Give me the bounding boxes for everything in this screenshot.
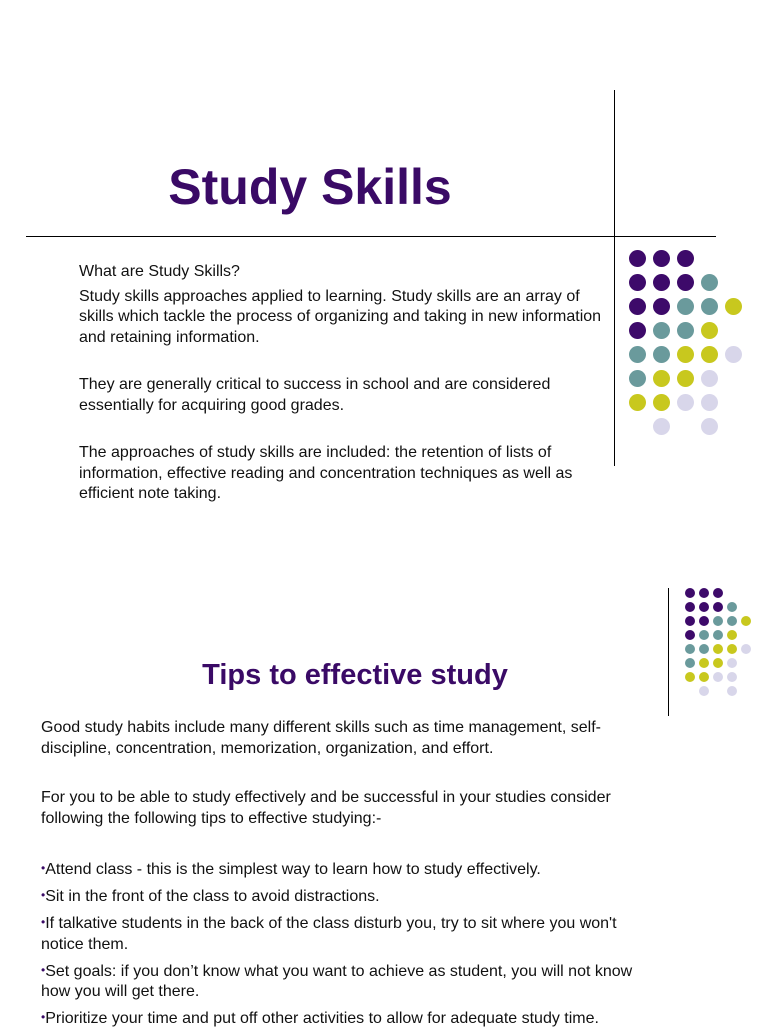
decorative-dot [727, 672, 737, 682]
title-horizontal-divider [26, 236, 716, 237]
tip-item [41, 912, 661, 955]
tip-item [41, 960, 661, 1003]
bullet-icon: • [41, 888, 46, 902]
decorative-dot [725, 298, 742, 315]
decorative-dot [653, 394, 670, 411]
decorative-dot [653, 298, 670, 315]
bullet-icon: • [41, 861, 46, 875]
slide-2-title: Tips to effective study [202, 659, 508, 691]
decorative-dot [701, 298, 718, 315]
decorative-dot [685, 588, 695, 598]
decorative-dot [713, 644, 723, 654]
decorative-dot [677, 322, 694, 339]
tip-item [41, 1007, 661, 1030]
decorative-dot [725, 346, 742, 363]
decorative-dot [699, 630, 709, 640]
decorative-dot [699, 588, 709, 598]
decorative-dot [685, 602, 695, 612]
title-vertical-divider [614, 90, 615, 466]
decorative-dot [653, 322, 670, 339]
decorative-dot [701, 346, 718, 363]
tip-text: Sit in the front of the class to avoid distractions. [45, 888, 380, 905]
tip-text: Prioritize your time and put off other activities to allow for adequate study time. [45, 1010, 599, 1027]
tip-text: Set goals: if you don’t know what you want to achieve as student, you will not know how you will get there. [41, 962, 633, 1000]
decorative-dot [685, 672, 695, 682]
decorative-dot [713, 616, 723, 626]
decorative-dot [741, 616, 751, 626]
decorative-dot [701, 418, 718, 435]
slide-2-paragraph: For you to be able to study effectively and be successful in your studies consider following the following tips to effective studying:- [41, 789, 611, 827]
decorative-dot [727, 658, 737, 668]
slide-body [79, 262, 609, 505]
decorative-dot [677, 346, 694, 363]
decorative-dot [677, 394, 694, 411]
slide-2-paragraph: Good study habits include many different skills such as time management, self-discipline, concentration, memorization, organization, and effort. [41, 719, 601, 757]
slide-question: What are Study Skills? [79, 263, 240, 280]
tip-item [41, 858, 661, 881]
decorative-dot [701, 322, 718, 339]
decorative-dot [699, 616, 709, 626]
decorative-dot [713, 672, 723, 682]
decorative-dot [699, 672, 709, 682]
decorative-dot [699, 658, 709, 668]
decorative-dot [701, 370, 718, 387]
decorative-dot [727, 644, 737, 654]
decorative-dot [629, 298, 646, 315]
decorative-dot [629, 394, 646, 411]
bullet-icon: • [41, 962, 46, 977]
tip-text: If talkative students in the back of the class disturb you, try to sit where you won't notice them. [41, 915, 617, 953]
decorative-dot [727, 616, 737, 626]
decorative-dot [629, 322, 646, 339]
decorative-dot [653, 346, 670, 363]
bullet-icon: • [41, 915, 46, 929]
slide-2-body [41, 718, 661, 1034]
decorative-dot [701, 394, 718, 411]
decorative-dot [685, 658, 695, 668]
decorative-dot [713, 630, 723, 640]
decorative-dot [653, 418, 670, 435]
decorative-dot [677, 370, 694, 387]
decorative-dot [677, 298, 694, 315]
decorative-dot [727, 686, 737, 696]
decorative-dot [685, 616, 695, 626]
decorative-dot [653, 370, 670, 387]
tip-item [41, 885, 661, 908]
decorative-dot [653, 274, 670, 291]
decorative-dot [741, 644, 751, 654]
decorative-dot [685, 630, 695, 640]
tip-text: Attend class - this is the simplest way to learn how to study effectively. [45, 861, 541, 878]
decorative-dot [699, 686, 709, 696]
slide-title: Study Skills [168, 159, 452, 215]
decorative-dot [677, 274, 694, 291]
decorative-dot [713, 658, 723, 668]
decorative-dot [699, 602, 709, 612]
decorative-dot [629, 346, 646, 363]
slide-paragraph: They are generally critical to success in school and are considered essentially for acquiring good grades. [79, 376, 551, 414]
decorative-dot [699, 644, 709, 654]
tips-list [41, 858, 661, 1030]
decorative-dot [629, 274, 646, 291]
decorative-dot [685, 644, 695, 654]
decorative-dot [701, 274, 718, 291]
slide-paragraph: Study skills approaches applied to learning. Study skills are an array of skills which tackle the process of organizing and taking in new information and retaining information. [79, 287, 602, 346]
decorative-dot [653, 250, 670, 267]
decorative-dot [727, 602, 737, 612]
slide-2-vertical-divider [668, 588, 669, 716]
decorative-dot [713, 588, 723, 598]
decorative-dot [727, 630, 737, 640]
decorative-dot [713, 602, 723, 612]
slide-paragraph: The approaches of study skills are included: the retention of lists of information, effective reading and concentration techniques as well as efficient note taking. [79, 444, 573, 502]
decorative-dot [629, 250, 646, 267]
decorative-dot [677, 250, 694, 267]
bullet-icon: • [41, 1010, 46, 1024]
decorative-dot [629, 370, 646, 387]
